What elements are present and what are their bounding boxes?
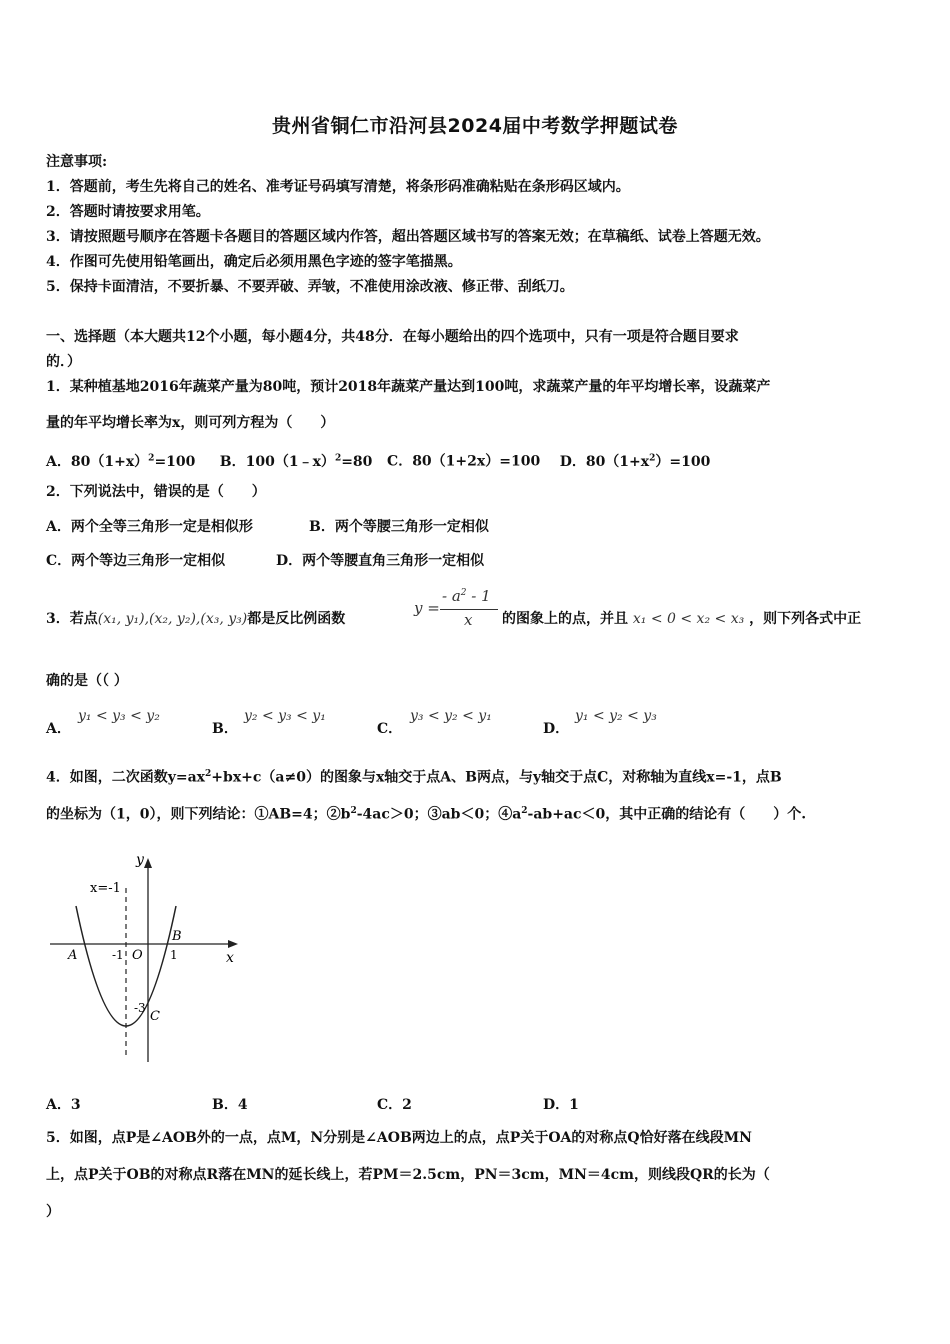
q3-option-b: y₂ < y₃ < y₁ (244, 708, 326, 724)
q4-option-d: D．1 (543, 1097, 579, 1113)
q5-stem-cont: 上，点P关于OB的对称点R落在MN的延长线上，若PM＝2.5cm，PN＝3cm，MN＝4cm，则线段QR的长为（ (46, 1167, 770, 1183)
label-x: x (226, 950, 234, 966)
q4-option-c: C．2 (377, 1097, 412, 1113)
q5-stem: 5．如图，点P是∠AOB外的一点，点M，N分别是∠AOB两边上的点，点P关于OA的对称点Q恰好落在线段MN (46, 1130, 752, 1146)
q1-stem: 1．某种植基地2016年蔬菜产量为80吨，预计2018年蔬菜产量达到100吨，求蔬菜产量的年平均增长率，设蔬菜产 (46, 379, 771, 395)
x-axis-arrow (228, 940, 238, 948)
q1-stem-cont: 量的年平均增长率为x，则可列方程为（ ） (46, 415, 335, 431)
y-axis-arrow (144, 858, 152, 868)
q3-stem-cont: 确的是（（ ） (46, 673, 128, 689)
notice-item: 1．答题前，考生先将自己的姓名、准考证号码填写清楚，将条形码准确粘贴在条形码区域内。 (46, 179, 630, 195)
parabola-figure (46, 848, 246, 1068)
q4-stem: 4．如图，二次函数$y=ax^2+bx+c(a\ne 0)$的图象与x轴交于点A、B两点，与y轴交于点C，对称轴为直线x=-1，点B (46, 769, 782, 786)
q2-stem: 2．下列说法中，错误的是（ ） (46, 484, 266, 500)
section-heading-cont: 的．） (46, 354, 81, 370)
notice-item: 2．答题时请按要求用笔。 (46, 204, 210, 220)
label-b: B (172, 929, 182, 944)
label-a: A (68, 948, 78, 963)
notice-heading: 注意事项: (46, 154, 108, 170)
label-minus-one: -1 (112, 948, 124, 962)
q5-stem-end: ） (46, 1204, 60, 1220)
label-y: y (136, 852, 144, 868)
q2-option-c: C．两个等边三角形一定相似 (46, 553, 226, 569)
notice-item: 4．作图可先使用铅笔画出，确定后必须用黑色字迹的签字笔描黑。 (46, 254, 462, 270)
q4-stem-cont: 的坐标为（1，0），则下列结论：①AB=4；$②b^2-4ac>0$；③ab＜0；$④a^2-ab+ac<0$，其中正确的结论有（ ）个. (46, 806, 807, 823)
q1-option-b: B．100（1﹣x）$^2$=80 (219, 453, 373, 470)
q3-stem-tail: 的图象上的点，并且 x₁ < 0 < x₂ < x₃ ，则下列各式中正 (502, 611, 862, 627)
q4-option-b: B．4 (212, 1097, 248, 1113)
q2-option-d: D．两个等腰直角三角形一定相似 (276, 553, 485, 569)
label-one: 1 (170, 948, 178, 962)
q3-points: (x₁, y₁),(x₂, y₂),(x₃, y₃) (97, 611, 248, 627)
q3-function: y = - $a^2 - 1$ x (414, 587, 504, 633)
q1-options (46, 448, 710, 472)
q3-option-d-label: D． (543, 721, 570, 737)
q4-option-a: A．3 (46, 1097, 81, 1113)
label-o: O (132, 948, 143, 963)
page-title: 贵州省铜仁市沿河县2024届中考数学押题试卷 (272, 115, 678, 137)
q3-option-c-label: C． (377, 721, 403, 737)
q3-stem: 3．若点(x₁, y₁),(x₂, y₂),(x₃, y₃)都是反比例函数 (46, 611, 346, 627)
q2-option-b: B．两个等腰三角形一定相似 (309, 519, 489, 535)
notice-item: 3．请按照题号顺序在答题卡各题目的答题区域内作答，超出答题区域书写的答案无效；在草稿纸、试卷上答题无效。 (46, 229, 770, 245)
q3-option-a-label: A． (46, 721, 71, 737)
label-c: C (150, 1009, 160, 1024)
notice-item: 5．保持卡面清洁，不要折暴、不要弄破、弄皱，不准使用涂改液、修正带、刮纸刀。 (46, 279, 574, 295)
q3-option-b-label: B． (212, 721, 238, 737)
q3-option-c: y₃ < y₂ < y₁ (410, 708, 492, 724)
q1-option-a: A．$80(1+x)^2=100$ (46, 453, 196, 470)
q3-option-d: y₁ < y₂ < y₃ (575, 708, 657, 724)
q3-condition: x₁ < 0 < x₂ < x₃ (632, 611, 745, 627)
label-axis-eq: x=-1 (90, 881, 121, 896)
section-heading: 一、选择题（本大题共12个小题，每小题4分，共48分．在每小题给出的四个选项中，只有一项是符合题目要求 (46, 329, 739, 345)
q3-option-a: y₁ < y₃ < y₂ (78, 708, 160, 724)
q1-option-c: C．80（1+2x）=100 (387, 453, 541, 470)
q2-option-a: A．两个全等三角形一定是相似形 (46, 519, 253, 535)
label-minus-three: -3 (134, 1001, 146, 1015)
q1-option-d: D．$80(1+x^2)=100$ (559, 453, 711, 470)
